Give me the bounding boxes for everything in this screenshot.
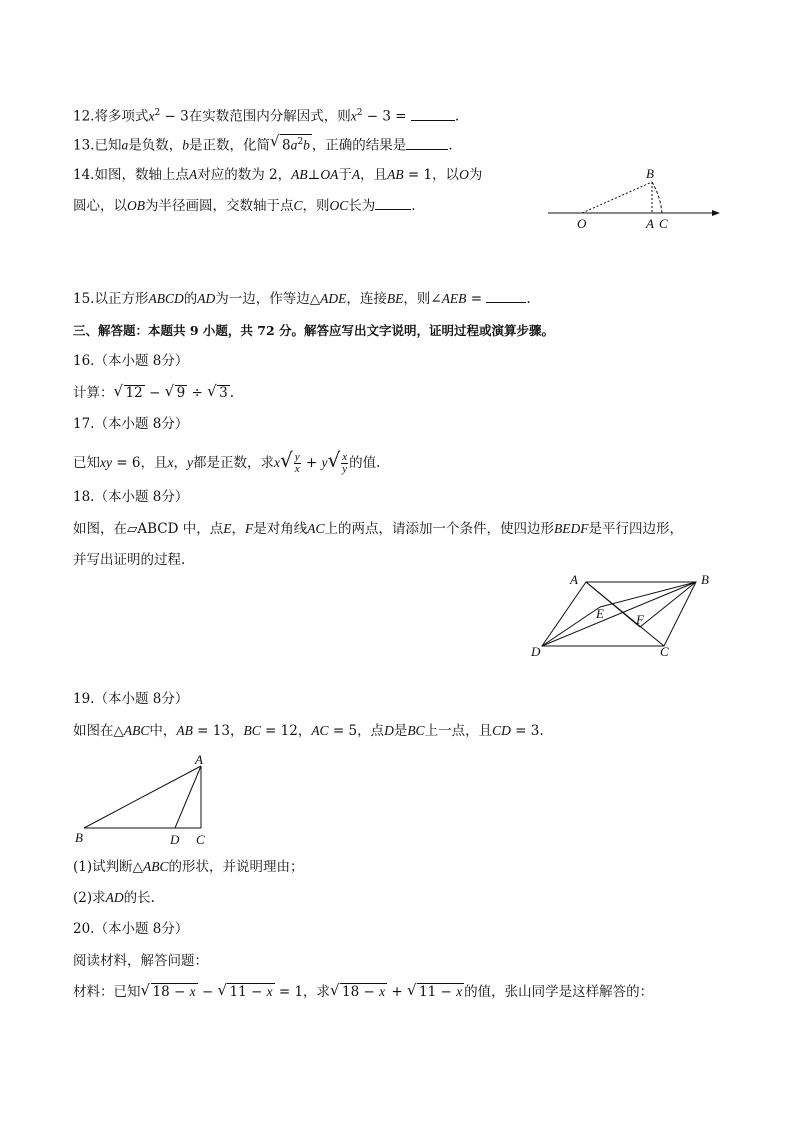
label-e: E	[596, 606, 604, 621]
answer-blank-14[interactable]	[375, 197, 411, 210]
section-heading: 三、解答题：本题共 9 小题，共 72 分。解答应写出文字说明，证明过程或演算步骤。	[73, 323, 555, 338]
label-f: F	[636, 612, 644, 627]
answer-blank-15[interactable]	[486, 290, 526, 303]
question-19-head: 19.（本小题 8分）	[73, 691, 189, 707]
question-13: 13.已知a是负数，b是正数，化简 √ $8a^2b$ ，正确的结果是 .	[73, 132, 453, 154]
label-o: O	[577, 216, 587, 231]
question-20-line1: 阅读材料，解答问题：	[73, 953, 208, 969]
label-a: A	[646, 216, 654, 231]
answer-blank-12[interactable]	[411, 108, 455, 121]
question-14-line2: 圆心，以OB为半径画圆，交数轴于点C，则OC长为 .	[73, 198, 416, 214]
question-15: 15.以正方形ABCD的AD为一边，作等边△ADE，连接BE，则∠AEB = .	[73, 291, 531, 307]
label-c: C	[196, 832, 205, 847]
question-20-head: 20.（本小题 8分）	[73, 921, 189, 937]
question-12: 12.将多项式$x^2 - 3$在实数范围内分解因式，则$x^2 - 3$ = .	[73, 108, 460, 125]
label-b: B	[701, 572, 709, 587]
label-d: D	[170, 832, 180, 847]
question-14-line1: 14.如图，数轴上点A对应的数为 2，AB⊥OA于A，且AB = 1，以O为	[73, 167, 483, 183]
label-b: B	[75, 830, 83, 845]
figure-number-line	[540, 162, 730, 237]
label-a: A	[195, 752, 203, 767]
question-20-line2: 材料：已知 √ 18 − x − √ 11 − x = 1，求 √ 18 − x + √ 11 − x 的值，张山同学是这样解答的：	[73, 981, 654, 1000]
answer-blank-13[interactable]	[406, 137, 448, 150]
question-18-line2: 并写出证明的过程.	[73, 552, 186, 568]
label-b: B	[646, 166, 654, 181]
question-18-body: 如图，在▱ABCD 中，点E，F是对角线AC上的两点，请添加一个条件，使四边形BEDF是平行四边形，	[73, 521, 684, 537]
question-18-head: 18.（本小题 8分）	[73, 489, 189, 505]
question-16-head: 16.（本小题 8分）	[73, 353, 189, 369]
question-19-body: 如图在△ABC中，AB = 13，BC = 12，AC = 5，点D是BC上一点，且CD = 3.	[73, 723, 544, 739]
question-17-body: 已知xy = 6，且x，y都是正数，求x√ $\frac{y}{x}$ + y√ $\frac{x}{y}$ 的值.	[73, 448, 381, 475]
question-16-body: 计算： √ 12 − √ 9 ÷ √ 3 .	[73, 382, 234, 401]
question-19-part1: (1)试判断△ABC的形状，并说明理由；	[73, 859, 304, 875]
question-19-part2: (2)求AD的长.	[73, 890, 155, 906]
label-c: C	[659, 216, 668, 231]
label-d: D	[531, 644, 541, 659]
label-c: C	[660, 644, 669, 659]
figure-triangle	[70, 750, 220, 850]
figure-parallelogram	[526, 570, 726, 662]
question-17-head: 17.（本小题 8分）	[73, 416, 189, 432]
label-a: A	[570, 572, 578, 587]
